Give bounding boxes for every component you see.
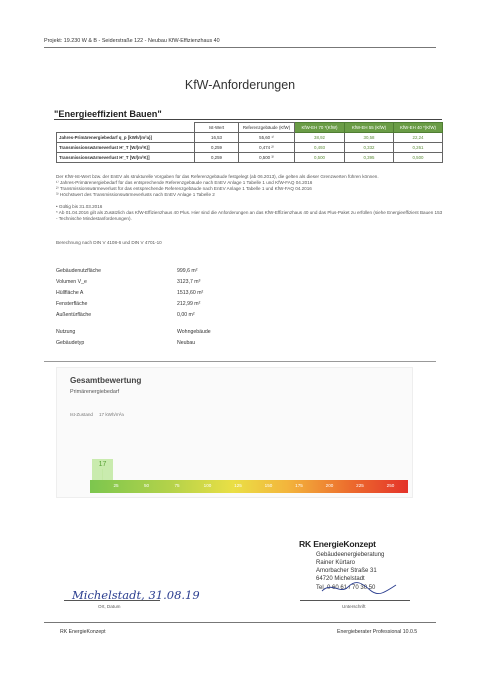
property-value: 1513,60 m² — [177, 290, 204, 296]
extra-note: * Ab 01.04.2016 gilt als Zusätzlich das KfW-Effizienzhaus 40 Plus. Hier sind die Anforderungen an das KfW-Effizienzhaus 40 und das Plus-Paket zu erfüllen (siehe Energieeffizient Bauen 153 - Technische Mindestanforderungen). — [56, 210, 443, 221]
row-label: Jahres-Primärenergiebedarf q_p [kWh/(m²a)] — [57, 133, 195, 143]
scale-tick-label: 25 — [113, 483, 119, 488]
cell-ist: 16,53 — [195, 133, 239, 143]
section-title: "Energieeffizient Bauen" — [54, 109, 162, 119]
scale-tick-label: 75 — [174, 483, 180, 488]
table-header-empty — [57, 123, 195, 133]
page-title: KfW-Anforderungen — [184, 78, 296, 92]
table-header-eh55: KfW-EH 55 (KfW) — [345, 123, 394, 133]
footer-divider — [44, 622, 436, 623]
stamp-company: RK EnergieKonzept — [299, 539, 376, 549]
cell-ist: 0,259 — [195, 153, 239, 163]
table-notes — [56, 174, 444, 222]
row-label: Transmissionswärmeverlust H'_T [W/(m²K)] — [57, 153, 195, 163]
signature-scribble — [318, 579, 400, 597]
note-line: ¹⁾ Jahres-Primärenergiebedarf für das entsprechende Referenzgebäude nach EnEV Anlage 1 Tabelle 1 und KfW-FAQ 04.2016 — [56, 180, 313, 185]
note-line: ²⁾ Transmissionswärmeverlust für das entsprechende Referenzgebäude nach EnEV Anlage 1 Tabelle 1 und KfW-FAQ 04.2016 — [56, 186, 312, 191]
scale-tick-label: 50 — [143, 483, 150, 488]
cell-reference: 55,60 ¹⁾ — [239, 133, 295, 143]
property-label: Fensterfläche — [56, 301, 88, 307]
cell-eh70: 0,500 — [295, 153, 345, 163]
property-value: Neubau — [177, 340, 196, 346]
scale-tick-label: 150 — [264, 483, 273, 488]
cell-eh40: 0,261 — [394, 143, 443, 153]
property-value: 0,00 m² — [177, 312, 195, 318]
ist-readout — [70, 412, 130, 417]
header-divider — [44, 47, 436, 48]
stamp-line: Rainer Kürtaro — [316, 560, 356, 566]
signature-rule — [300, 600, 410, 601]
calculation-basis: Berechnung nach DIN V 4108-6 und DIN V 4701-10 — [56, 240, 162, 245]
stamp-line: Tel. 0 60 61 / 70 30 50 — [316, 585, 376, 591]
table-row — [57, 143, 443, 153]
stamp-line: Amorbacher Straße 31 — [316, 568, 377, 574]
property-value: 999,6 m² — [177, 268, 198, 274]
property-value: 212,99 m² — [177, 301, 201, 307]
signature-date: Michelstadt, 31.08.19 — [72, 588, 200, 602]
rating-marker-value: 17 — [98, 461, 107, 468]
stamp-line: 64720 Michelstadt — [316, 576, 365, 582]
scale-tick-label: 250 — [386, 483, 395, 488]
cell-eh70: 0,493 — [295, 143, 345, 153]
property-value: Wohngebäude — [177, 329, 211, 335]
cell-ist: 0,259 — [195, 143, 239, 153]
ist-label: Ist-Zustand — [70, 412, 93, 417]
ist-value: 17 kWh/m²a — [98, 412, 124, 417]
project-header: Projekt: 19.230 W & B - Seiderstraße 122 - Neubau KfW-Effizienzhaus 40 — [44, 38, 220, 44]
cell-eh55: 0,332 — [345, 143, 394, 153]
table-header-ist: Ist-Wert — [195, 123, 239, 133]
table-header-row — [57, 123, 443, 133]
note-line: ³⁾ Höchstwert des Transmissionswärmeverlusts nach EnEV Anlage 1 Tabelle 2 — [56, 192, 215, 197]
date-caption: Ort, Datum — [98, 604, 121, 609]
stamp-line: Gebäudeenergieberatung — [316, 552, 385, 558]
date-rule — [64, 600, 160, 601]
property-label: Hüllfläche A — [56, 290, 84, 296]
energy-scale-ticks — [90, 480, 408, 493]
table-header-reference: Referenzgebäude (KfW) — [239, 123, 295, 133]
section-divider — [54, 119, 442, 120]
cell-eh55: 0,395 — [345, 153, 394, 163]
footer-right: Energieberater Professional 10.0.5 — [337, 629, 418, 635]
scale-tick-label: 200 — [325, 483, 334, 488]
cell-reference: 0,500 ³⁾ — [239, 153, 295, 163]
cell-eh40: 0,500 — [394, 153, 443, 163]
cell-eh70: 38,92 — [295, 133, 345, 143]
cell-eh40: 22,24 — [394, 133, 443, 143]
property-label: Gebäudetyp — [56, 340, 85, 346]
scale-tick-label: 225 — [356, 483, 364, 488]
table-header-eh40: KfW-EH 40 *(KfW) — [394, 123, 443, 133]
kfw-requirements-table — [56, 122, 443, 163]
validity-note: • Gültig bis 31.03.2016 — [56, 204, 103, 209]
footer-left: RK EnergieKonzept — [60, 629, 106, 635]
scale-tick-label: 125 — [234, 483, 242, 488]
signature-caption: Unterschrift — [342, 604, 366, 609]
property-label: Gebäudenutzfläche — [56, 268, 101, 274]
table-header-eh70: KfW-EH 70 *(KfW) — [295, 123, 345, 133]
cell-eh55: 30,58 — [345, 133, 394, 143]
table-row — [57, 153, 443, 163]
property-value: 3123,7 m³ — [177, 279, 201, 285]
scale-tick-label: 100 — [203, 483, 212, 488]
row-label: Transmissionswärmeverlust H'_T [W/(m²K)] — [57, 143, 195, 153]
property-label: Außentürfläche — [56, 312, 92, 318]
property-label: Nutzung — [56, 329, 76, 335]
table-row — [57, 133, 443, 143]
note-line: Der KfW-Ist-Wert bzw. der EnEV als strukturelle Vorgaben für das Referenzgebäude festgelegt (ab 06.2013), die gelten als dieser Grenzwerten führen können. — [56, 174, 379, 179]
rating-title: Gesamtbewertung — [70, 376, 142, 385]
cell-reference: 0,474 ²⁾ — [239, 143, 295, 153]
rating-subtitle: Primärenergiebedarf — [70, 389, 120, 395]
property-label: Volumen V_e — [56, 279, 87, 285]
scale-tick-label: 175 — [295, 483, 303, 488]
rating-divider — [44, 361, 436, 362]
